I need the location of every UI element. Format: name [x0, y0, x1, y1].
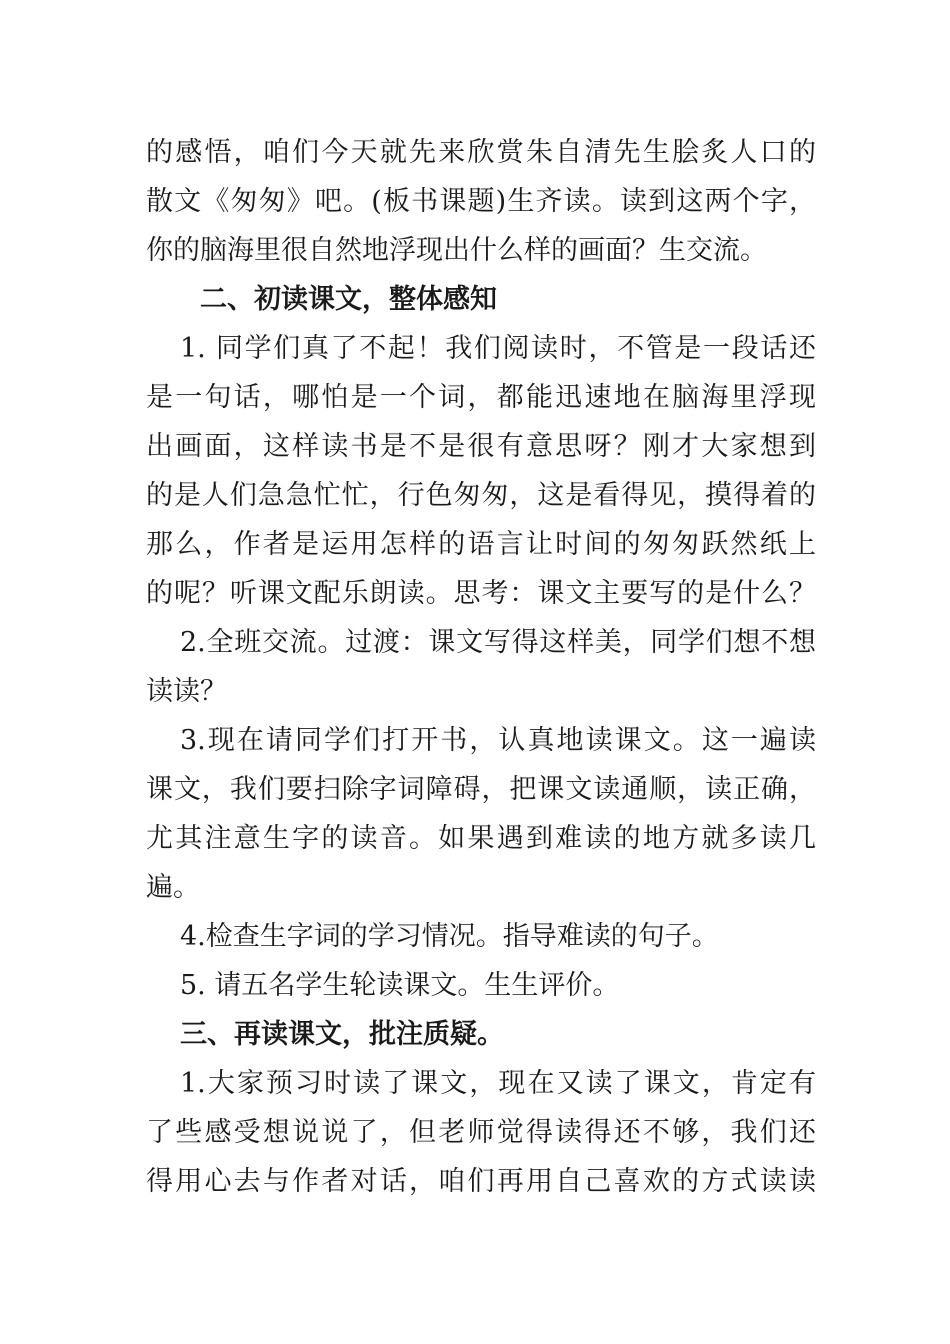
paragraph-line: 的感悟，咱们今天就先来欣赏朱自清先生脍炙人口的	[146, 137, 816, 168]
document-body	[146, 128, 816, 1206]
paragraph-line: 3.现在请同学们打开书，认真地读课文。这一遍读	[180, 725, 816, 756]
paragraph-line: 1.大家预习时读了课文，现在又读了课文，肯定有	[180, 1068, 816, 1099]
paragraph-line: 那么，作者是运用怎样的语言让时间的匆匆跃然纸上	[146, 529, 816, 560]
paragraph-line: 你的脑海里很自然地浮现出什么样的画面？生交流。	[146, 235, 767, 266]
paragraph-line: 遍。	[146, 872, 200, 903]
paragraph-line: 4.检查生字词的学习情况。指导难读的句子。	[180, 921, 719, 952]
paragraph-line: 了些感受想说说了，但老师觉得读得还不够，我们还	[146, 1117, 816, 1148]
section-heading-2: 二、初读课文，整体感知	[200, 284, 497, 315]
paragraph-line: 是一句话，哪怕是一个词，都能迅速地在脑海里浮现	[146, 382, 816, 413]
paragraph-line: 1. 同学们真了不起！我们阅读时，不管是一段话还	[180, 333, 816, 364]
paragraph-line: 出画面，这样读书是不是很有意思呀？刚才大家想到	[146, 431, 816, 462]
paragraph-line: 得用心去与作者对话，咱们再用自己喜欢的方式读读	[146, 1166, 816, 1197]
paragraph-line: 2.全班交流。过渡：课文写得这样美，同学们想不想	[180, 627, 816, 658]
paragraph-line: 散文《匆匆》吧。(板书课题)生齐读。读到这两个字，	[146, 186, 816, 217]
section-heading-3: 三、再读课文，批注质疑。	[180, 1019, 504, 1050]
paragraph-line: 读读？	[146, 676, 227, 707]
paragraph-line: 的呢？听课文配乐朗读。思考：课文主要写的是什么？	[146, 578, 816, 609]
paragraph-line: 尤其注意生字的读音。如果遇到难读的地方就多读几	[146, 823, 816, 854]
paragraph-line: 课文，我们要扫除字词障碍，把课文读通顺，读正确，	[146, 774, 816, 805]
paragraph-line: 5. 请五名学生轮读课文。生生评价。	[180, 970, 620, 1001]
paragraph-line: 的是人们急急忙忙，行色匆匆，这是看得见，摸得着的	[146, 480, 816, 511]
